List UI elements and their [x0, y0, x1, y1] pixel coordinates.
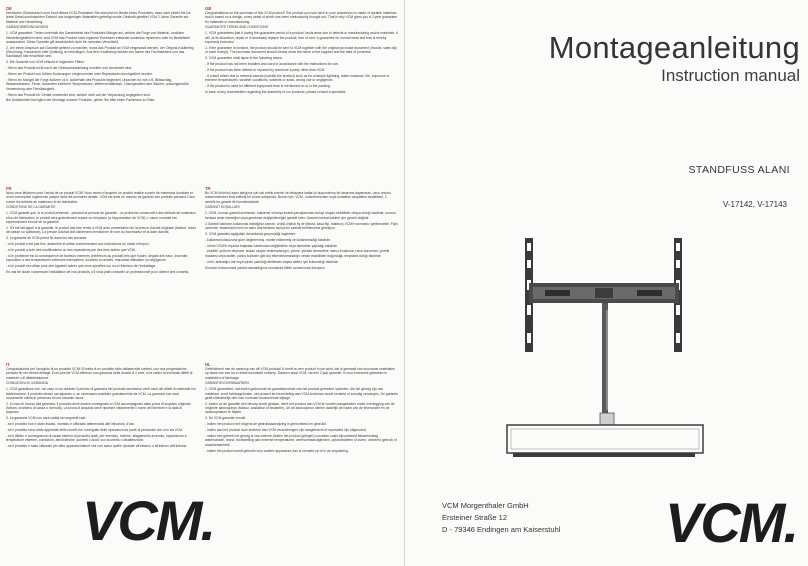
- section-text: [205, 367, 398, 453]
- section-paragraph: 2.Garanti hakkının kullanmak istediğiniz zaman, urünü orijinal fiş ile (fatura, kasa fişi, makbuz) VCM'e sunmanız gerekecektir. Fişin uzerinde, tedarikcinin ismi ve satın alış tarihinin açıkça bir şekilde belirlenmesi gerekiyor.: [205, 221, 398, 230]
- product-name: STANDFUSS ALANI: [688, 164, 790, 176]
- section-paragraph: 3. VCM guarantee shall lapse in the following cases:: [205, 56, 283, 61]
- section-fr: [6, 186, 196, 358]
- company-address: [442, 500, 560, 536]
- section-paragraph: - indien een gebrek het gevolg is van externe (buiten het product gelegen) oorzaken zoals bijvoorbeeld blikseminslag, waterschade, brand, blootstelling aan extreme temperaturen, weersomstandigheden, oplosmiddelen of zuren, verkeerd gebruik of onachtzaamheid.: [205, 434, 397, 447]
- section-paragraph: Gefeliciteerd met de aankoop van dit VCM-product! U heeft nu een product in uw bezit, dat is gemaakt van duurzame materialen op basis van een tot in detail doordacht ontwerp. Daarom staat VCM, via een 2 jaar garantie, in voor eventuele gebreken in materialen of fabricage.: [205, 367, 395, 380]
- section-paragraph: - se il difetto e conseguenza di cause esterne al prodotto quali, per esempio, fulmine, allagamento,incendio, esposizione a temperature estreme, condizioni, atmosferiche ,solventi o acidi, uso scorretto o disattenzione.: [6, 434, 187, 443]
- section-paragraph: 1. VCM garantit que, si le produit presente - pendant la periode de garantie - un probleme consecutif a des defauts de materiaux et/ou de fabrication, le produit sera gratuitement repare ou remplace (a l'appreciation de VCM). L'usure normale est expressement exclue de la garantie.: [6, 211, 196, 224]
- section-text: [6, 191, 196, 274]
- company-street: Ersteiner Straße 12: [442, 513, 508, 522]
- section-text: [6, 11, 196, 103]
- section-paragraph: 2. Um einen Anspruch auf Garantie geltend zu machen, muss das Produkt an VCM eingesandt werden, der Original-Kaufbeleg (Rechnung, Kassenbon oder Quittung) ist beizufügen. Aus dem Kaufbeleg müssen der Name des Fachhändlers und das Kaufdatum klar ersichtlich sein.: [6, 45, 194, 59]
- section-paragraph: En cas de doute concernant l'installation de nos produits, s'il vous plait consulter un professionnel pour obtenir des conseils.: [6, 269, 190, 274]
- section-paragraph: GARANTIEBEDINGUNGEN: [6, 25, 48, 30]
- section-paragraph: 2. In caso di ricorso alla garanzia, il prodotto deve essere consegnato a VCM accompagnato dalla prova di acquisto originale (fattura, scontrino di cassa o ricevuta). La prova di acquisto deve riportare chiaramente il nome del fornitore e la data di acquisto.: [6, 401, 191, 415]
- page-subtitle: Instruction manual: [661, 66, 800, 85]
- section-paragraph: Congratulations on the purchase of this VCM product! The product you now have in your possession is made of durable materials and is based on a design, every detail of which has been meticulously thought out. That is why VCM gives you a 2 year guarantee for materials or manufacturing.: [205, 11, 398, 24]
- section-code: IT: [6, 362, 10, 367]
- section-paragraph: Congratulazioni per l'acquisto di un prodotto VCM! Si tratta di un prodotto fatto dallatenziali contesi, con una progettazione pensata fin nei minimi dettagli. Ecco perche VCM,offrendo una garanzia della durata di 2 anni, si fa carico di eventuali difetti di materiali o di ditabbricazione.: [6, 367, 193, 380]
- section-paragraph: - indien het product niet volgens de gebruiksaanwijzing is gemonteerd en gebruikt.: [205, 422, 327, 427]
- section-paragraph: - se il prodotto non e stato fissato, montato e utilizzato attenendosi alle istruzioni, d'uso.: [6, 422, 136, 427]
- section-text: [205, 191, 398, 270]
- section-paragraph: Herzlichen Glückwunsch zum Kauf dieses VCM-Produktes! Sie sind jetzt im Besitz eines Produktes, dass nach einem bis ins letzte Detail durchdachten Entwurf aus langlebigen Materialien gefertigt wurde. Deshalb gewährt VCM 2 Jahre Garantie auf Material und Herstellung.: [6, 11, 191, 24]
- company-city: D - 79346 Endingen am Kaiserstuhl: [442, 525, 561, 534]
- section-paragraph: - Wenn ein Mangel die Folge äußerer (d.h. außerhalb des Produkts liegender) Ursachen ist, wie z.B. Blitzschlag, Wasserschaden, Feuer, Auscrdem extremer Temperaturen, Wetterverhältnisse, Lösungsmittel oder Säuren, unsachgemäße Verwendung oder Fahrlässigkeit.: [6, 78, 189, 91]
- section-paragraph: - If a fault arises due to external causes (outside the product) such as for example lightning, water nuisance, fire, exposure to extreme temperatures, weather conditions, solvents or acids, wrong use or negligence.: [205, 73, 390, 83]
- section-paragraph: 1. VCM garantisce che, nel caso in cui durante il periodo di garanzia del prodotto dovessero verifi carsi dei difetti di materiale e/o fabbricazione, il prodotto stesso verraiparato o, se necessario,sostituito gratuitamente da VCM. La garanzia non sara ovviamente valida in presenza di una naturale usura.: [6, 387, 196, 400]
- section-nl: [205, 362, 398, 487]
- section-paragraph: 1. VCM garandeert, dat indien gedurende de garantieperiode van het product gebreken optreden, die het gevolg zijn van materiaal- en/of fabricagefouten, het product ter beoordeling aan VCM kosteloos wordt hersteld of zonodig vervangen. De garantie geldt uitdrukkelijk niet voor normaal voorkomende slijtage.: [205, 387, 398, 400]
- section-paragraph: 3. De VCM garantie vervalt:: [205, 416, 247, 421]
- section-paragraph: Nous vous félicitons pour l'achat de ce produit VCM! Vous venez d'acquérir un produit realise a partir de materiaux durables et d'une conception ingenieuse jusque dans les moindres details. VCM est ainsi en mesure de garantir ses produits pendant 2 ans contre les defauts de materiaux et de fabrication.: [6, 191, 195, 204]
- section-paragraph: - se il prodotto e stato utilizzato per altre apparecchiature che non siano quelle riportate all'esterno o all'interno dell'imballo.: [6, 444, 188, 449]
- model-numbers: V-17142, V-17143: [722, 200, 787, 209]
- section-paragraph: Bei Unklarheiten bezüglich der Montage unserer Produkte, gehen Sie bitte einen Fachmann zu Rate.: [6, 98, 156, 103]
- section-code: GB: [205, 6, 212, 11]
- section-paragraph: - If the product is used for different equipment than is mentioned on or in the packing.: [205, 83, 331, 88]
- section-paragraph: 2. S'il est fait appel a la garantie, le produit doit etre remis a VCM avec presentation de la preuve d'achat originale (facture, ticket de caisse ou quittance). La preuve d'achat doit clairement mentionner le nom du fournisseur et la date d'achat.: [6, 225, 196, 235]
- section-paragraph: Bu VCM ürününü satın aldığınız için sizi tebrik ederiz! ve detaylara kadar iyi duşunulmuş bir tasarıma dayanarak, uzun omurlu malzemelerden imal edilmiş bir urune sahipsiniz. Bunun için, VCM , malzemelerden veya imalattan oluşabilen eksiklikleri, 2 senelik bir garanti ile hizmetinizdedir.: [205, 191, 392, 204]
- section-paragraph: - ürün, ambalajın üst veya içinde yazıldığı aletlerden başka aletler için kullanıldığı takdirde.: [205, 259, 339, 264]
- section-paragraph: - si le produit n'est pas fixe, assemble et utilise conformement aux instructions du mode d'emploi.: [6, 241, 150, 246]
- section-paragraph: - indien aan het product door anderen dan VCM veranderingen zijn aangebracht of reparaties zijn uitgevoerd.: [205, 428, 367, 433]
- section-paragraph: - si le produit a subi des modifications ou des reparations par des tiers autres que VCM.: [6, 247, 136, 252]
- section-paragraph: 3. La garantie de VCM prend fin dans les cas suivants:: [6, 236, 88, 241]
- section-paragraph: 3. VCM garantisi aşağıdaki durumlarda geçersizliği kaybeder:: [205, 231, 296, 236]
- section-paragraph: 1. VCM, urunun garanti suresinde, malzeme ve/veya imalat yanlışlarından doluyı oluşan eksiklikler ortaya cıktığı takdirde, urunun bedava tamir edeceğini veya gerekirse değiştirileceğini garanti eder. Garanti normal eskime için gecerli değildir.: [205, 211, 396, 220]
- section-paragraph: - If the product has been altered or repaired by someone a party other than VCM.: [205, 67, 326, 72]
- company-name: VCM Morgenthaler GmbH: [442, 501, 529, 510]
- section-paragraph: GARANTI KOŞULLARI: [205, 205, 240, 210]
- section-paragraph: 1. VCM guarantees that if during the guarantee period of a product, faults arise due to defects in manufacturing and/or materials, it will, at its discretion, repair or if necessary replace the product, free of cost. A guarantee for normal wear and tear is hereby expressly excluded.: [205, 31, 398, 44]
- section-paragraph: In case of any uncertainties regarding the assembly of our products, please consult a specialist.: [205, 89, 347, 94]
- section-code: FR: [6, 186, 12, 191]
- section-text: [205, 11, 398, 94]
- section-paragraph: 2. If the guarantee is invoked, the product should be sent to VCM together with the original purchase document (invoice, sales slip or cash receipt). The purchase document should clearly show the name of the supplier and the date of purchase.: [205, 45, 398, 55]
- section-paragraph: - si le probleme est la consequence de facteurs externes (exterieurs au produit) tels que foudre, degats des eaux, incendie, exposition a des temperatures extremes intemperies, solvants ou acides, mauvaise utilisation ou negligence.: [6, 253, 189, 263]
- section-text: [6, 367, 196, 449]
- section-paragraph: Kurulum kılavuzunda yardım alamadığınız konularda lütfen uzmanınıza danışınız: [205, 265, 325, 270]
- section-paragraph: - kullanma kılavuzuna göre değerlenmiş, monte edilmemiş ve kullanılmadığı takdirde.: [205, 237, 332, 242]
- section-code: NL: [205, 362, 211, 367]
- section-paragraph: - ürüne VCM'in dışında başkaları tarafından değişiklikler veya tamiratlar yapıldığı takdirde.: [205, 243, 338, 248]
- section-code: TR: [205, 186, 211, 191]
- section-paragraph: - si le produit est utilise pour des appareil autres que ceux specifies sur ou a l'interieur de l'emballage.: [6, 263, 157, 268]
- section-it: [6, 362, 196, 482]
- section-paragraph: - Wenn das Produkt nicht nach der Gebrauchsanleitung montiert und verwendet wird.: [6, 66, 133, 71]
- page-title: Montageanleitung: [548, 30, 800, 65]
- page-fold: [404, 0, 405, 566]
- section-paragraph: - indien het product wordt gebruikt voor andere apparatuur dan is vermeld op of in de verpakking.: [205, 448, 349, 453]
- section-paragraph: GUARANTEE TERMS AND CONDITIONS: [205, 25, 269, 30]
- section-paragraph: 3. Die Garantie von VCM erlischt in folgenden Fällen:: [6, 60, 85, 65]
- section-gb: [205, 6, 398, 181]
- section-tr: [205, 186, 398, 358]
- section-code: DE: [6, 6, 12, 11]
- vcm-logo-left: VCM.: [82, 489, 214, 552]
- section-paragraph: CONDIZIONI DI GARANZIA: [6, 381, 48, 386]
- section-paragraph: CONDITIONS DE LA GARANTIE: [6, 205, 56, 210]
- tv-stand-illustration: [455, 235, 705, 480]
- section-paragraph: - eksiklik, yıldırım düşmesi, sudan oluşan rederiszarnıgıs, çütme, yüksek derecelere maruz bırakılma, hava durumları, çözelti maddesi veya asitler, yanlış kullanım gibi dış etkenlerizmandırgıı ceban eksiklikleri doğurduğu meydana cıktığı takdirde.: [205, 249, 390, 258]
- section-de: [6, 6, 196, 181]
- section-paragraph: - Wenn am Produkt von Dritten Änderungen vorgenommen oder Reparaturen durchgeführt wurden.: [6, 72, 153, 77]
- section-paragraph: - Wenn das Produkt für Geräte verwendet wird, welche nicht auf der Verpackung angegeben sind.: [6, 92, 151, 97]
- section-paragraph: 3. La garanzia VCM non sara valida nei seguenti casi:: [6, 416, 86, 421]
- section-paragraph: GARANTIEVOORWAARDEN: [205, 381, 249, 386]
- section-paragraph: - If the product has not been installed and used in accordance with the instructions for use.: [205, 61, 339, 66]
- section-paragraph: 1. VCM garantiert: Treten innerhalb der Garantiefrist des Produktes Mängel auf, welche die Folge von Material- und/oder Herstellungsfehlern sind, wird VCM das Produkt nach eigenem Ermessen entweder kostenlos reparieren oder im Bedarfsfall austauschen. Diese Garantie gilt ausdrücklich nicht für normalen Verschleiß.: [6, 31, 190, 44]
- section-paragraph: - se il prodotto sono stato apportate delle modifi che o eseguite delle riparazioni da parte di personale che non sia VCM.: [6, 428, 184, 433]
- vcm-logo-right: VCM.: [665, 491, 797, 554]
- section-paragraph: 2. Indien op de garantie een beroep wordt gedaan, dient het product aan VCM te worden aangeboden onder overlegging van de originele aankoopbon (factuur, kassabon of kwitantie). Uit de aankoopbon dienen duidelijk de naam van de leverancier en de aankoopdatum te blijken.: [205, 401, 395, 415]
